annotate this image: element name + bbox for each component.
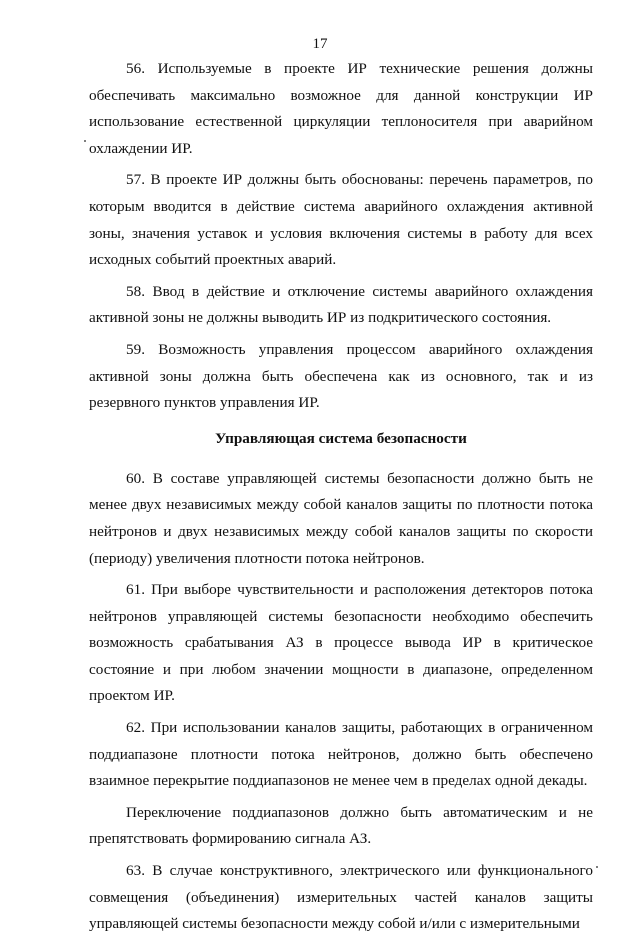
document-body (89, 56, 593, 943)
paragraph-62-continuation: Переключение поддиапазонов должно быть автоматическим и не препятствовать формированию сигнала АЗ. (89, 803, 593, 848)
paragraph-58: 58. Ввод в действие и отключение системы аварийного охлаждения активной зоны не должны выводить ИР из подкритического состояния. (89, 282, 593, 327)
paragraph-56: 56. Используемые в проекте ИР технические решения должны обеспечивать максимально возможное для данной конструкции ИР использование естественной циркуляции теплоносителя при аварийном охлаждении ИР. (89, 60, 593, 157)
scan-speck (84, 140, 86, 142)
paragraph-62: 62. При использовании каналов защиты, работающих в ограниченном поддиапазоне плотности потока нейтронов, должно быть обеспечено взаимное перекрытие поддиапазонов не менее чем в пределах одной декады. (89, 719, 593, 790)
paragraph-61: 61. При выборе чувствительности и расположения детекторов потока нейтронов управляющей системы безопасности необходимо обеспечить возможность срабатывания АЗ в процессе вывода ИР в критическое состояние и при любом значении мощности в диапазоне, определенном проектом ИР. (89, 581, 593, 705)
paragraph-63: 63. В случае конструктивного, электрического или функционального совмещения (объединения) измерительных частей каналов защиты управляющей системы безопасности между собой и/или с измерительными (89, 862, 593, 933)
scan-speck (596, 866, 598, 868)
paragraph-57: 57. В проекте ИР должны быть обоснованы: перечень параметров, по которым вводится в действие система аварийного охлаждения активной зоны, значения уставок и условия включения системы в работу для всех исходных событий проектных аварий. (89, 171, 593, 269)
paragraph-59: 59. Возможность управления процессом аварийного охлаждения активной зоны должна быть обеспечена как из основного, так и из резервного пунктов управления ИР. (89, 340, 593, 412)
paragraph-60: 60. В составе управляющей системы безопасности должно быть не менее двух независимых между собой каналов защиты по плотности потока нейтронов и двух независимых между собой каналов защиты по скорости (периоду) увеличения плотности потока нейтронов. (89, 469, 593, 567)
page-number: 17 (312, 36, 328, 52)
section-heading: Управляющая система безопасности (215, 429, 467, 447)
